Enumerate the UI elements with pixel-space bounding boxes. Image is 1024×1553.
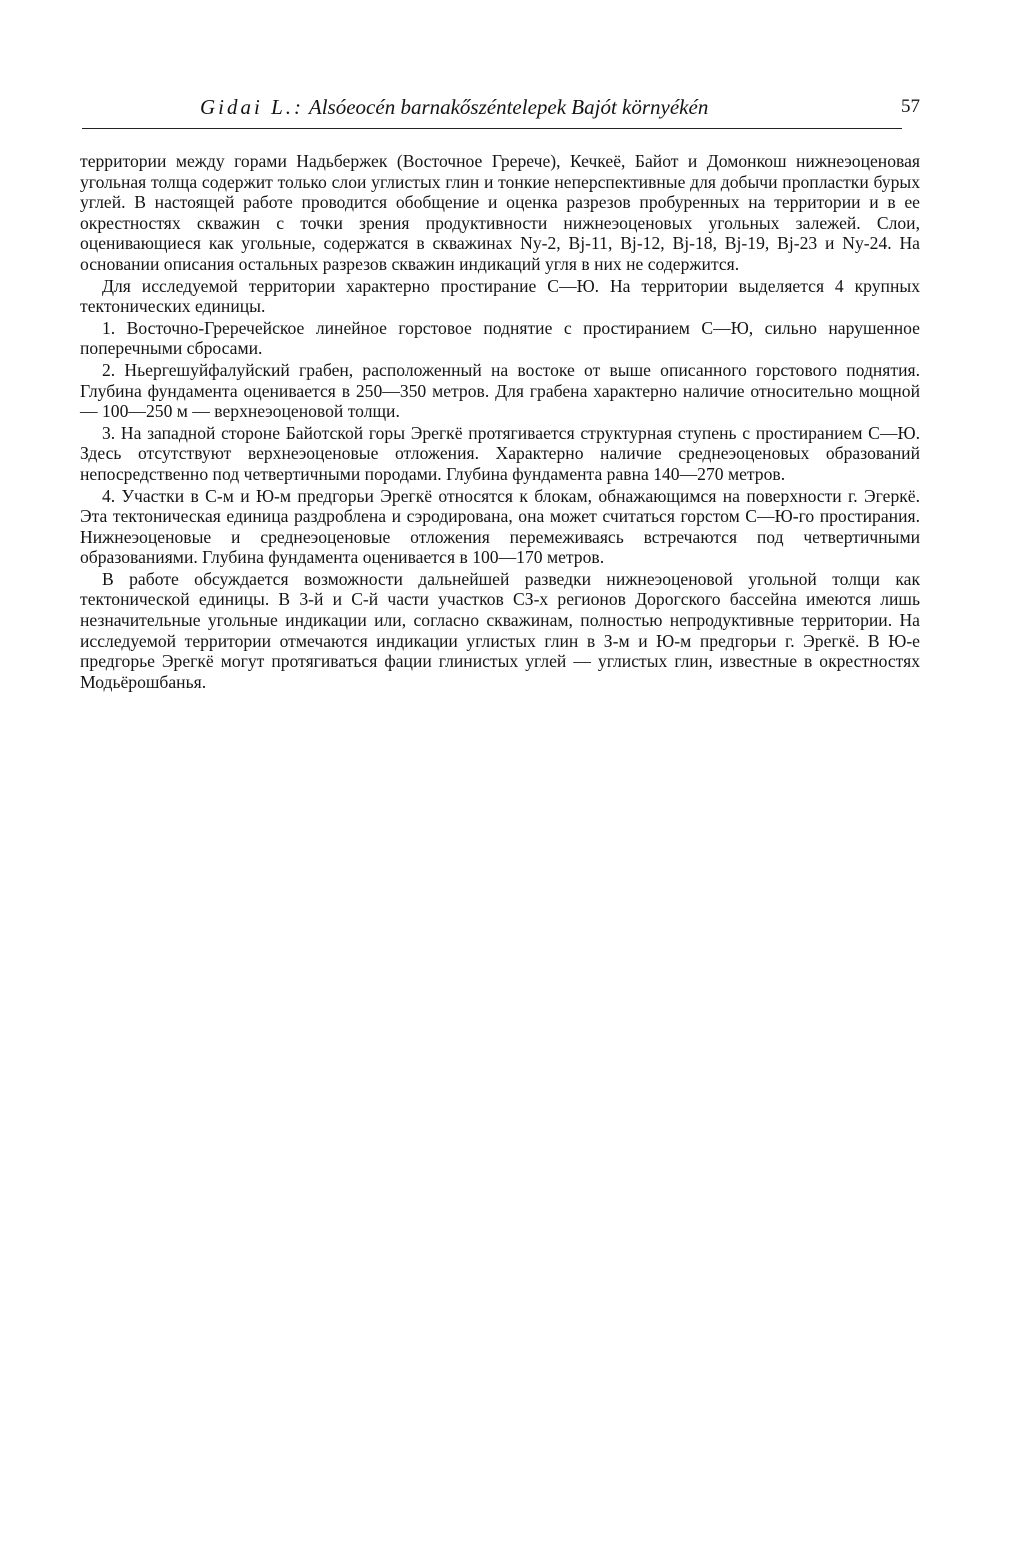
paragraph-unit-3: 3. На западной стороне Байотской горы Эрегкё протягивается структурная ступень с простиранием С—Ю. Здесь отсутствуют верхнеэоценовые отложения. Характерно наличие среднеэоценовых образований непосредственно под четвертичными породами. Глубина фундамента равна 140—270 метров. — [80, 422, 920, 484]
article-title: Alsóeocén barnakőszéntelepek Bajót környékén — [308, 95, 709, 119]
paragraph-conclusion: В работе обсуждается возможности дальнейшей разведки нижнеэоценовой угольной толщи как тектонической единицы. В 3-й и С-й части участков СЗ-х регионов Дорогского бассейна имеются лишь незначительные угольные индикации или, согласно скважинам, полностью непродуктивные территории. На исследуемой территории отмечаются индикации углистых глин в З-м и Ю-м предгорьи г. Эрегкё. В Ю-е предгорье Эрегкё могут протягиваться фации глинистых углей — углистых глин, известные в окрестностях Модьёрошбанья. — [80, 568, 920, 692]
paragraph-unit-4: 4. Участки в С-м и Ю-м предгорьи Эрегкё относятся к блокам, обнажающимся на поверхности г. Эгеркё. Эта тектоническая единица раздроблена и сэродирована, она может считаться горстом С—Ю-го простирания. Нижнеэоценовые и среднеэоценовые отложения перемеживаясь встречаются под четвертичными образованиями. Глубина фундамента оценивается в 100—170 метров. — [80, 485, 920, 568]
body-text — [80, 151, 920, 692]
journal-page — [80, 92, 920, 693]
paragraph-unit-1: 1. Восточно-Греречейское линейное горстовое поднятие с простиранием С—Ю, сильно нарушенное поперечными сбросами. — [80, 317, 920, 359]
page-number: 57 — [901, 96, 920, 117]
paragraph-intro: территории между горами Надьбержек (Восточное Гререче), Кечкеё, Байот и Домонкош нижнеэоценовая угольная толща содержит только слои углистых глин и тонкие неперспективные для добычи пропластки бурых углей. В настоящей работе проводится обобщение и оценка разрезов пробуренных на территории и в ее окрестностях скважин с точки зрения продуктивности нижнеэоценовых угольных залежей. Слои, оценивающиеся как угольные, содержатся в скважинах Ny-2, Bj-11, Bj-12, Bj-18, Bj-19, Bj-23 и Ny-24. На основании описания остальных разрезов скважин индикаций угля в них не содержится. — [80, 151, 920, 274]
running-head — [80, 92, 920, 126]
author-name: Gidai L.: — [200, 95, 305, 119]
paragraph-strike: Для исследуемой территории характерно простирание С—Ю. На территории выделяется 4 крупных тектонических единицы. — [80, 275, 920, 317]
header-rule — [82, 128, 902, 129]
paragraph-unit-2: 2. Ньергешуйфалуйский грабен, расположенный на востоке от выше описанного горстового поднятия. Глубина фундамента оценивается в 250—350 метров. Для грабена характерно наличие относительно мощной — 100—250 м — верхнеэоценовой толщи. — [80, 359, 920, 422]
running-title — [200, 92, 708, 122]
